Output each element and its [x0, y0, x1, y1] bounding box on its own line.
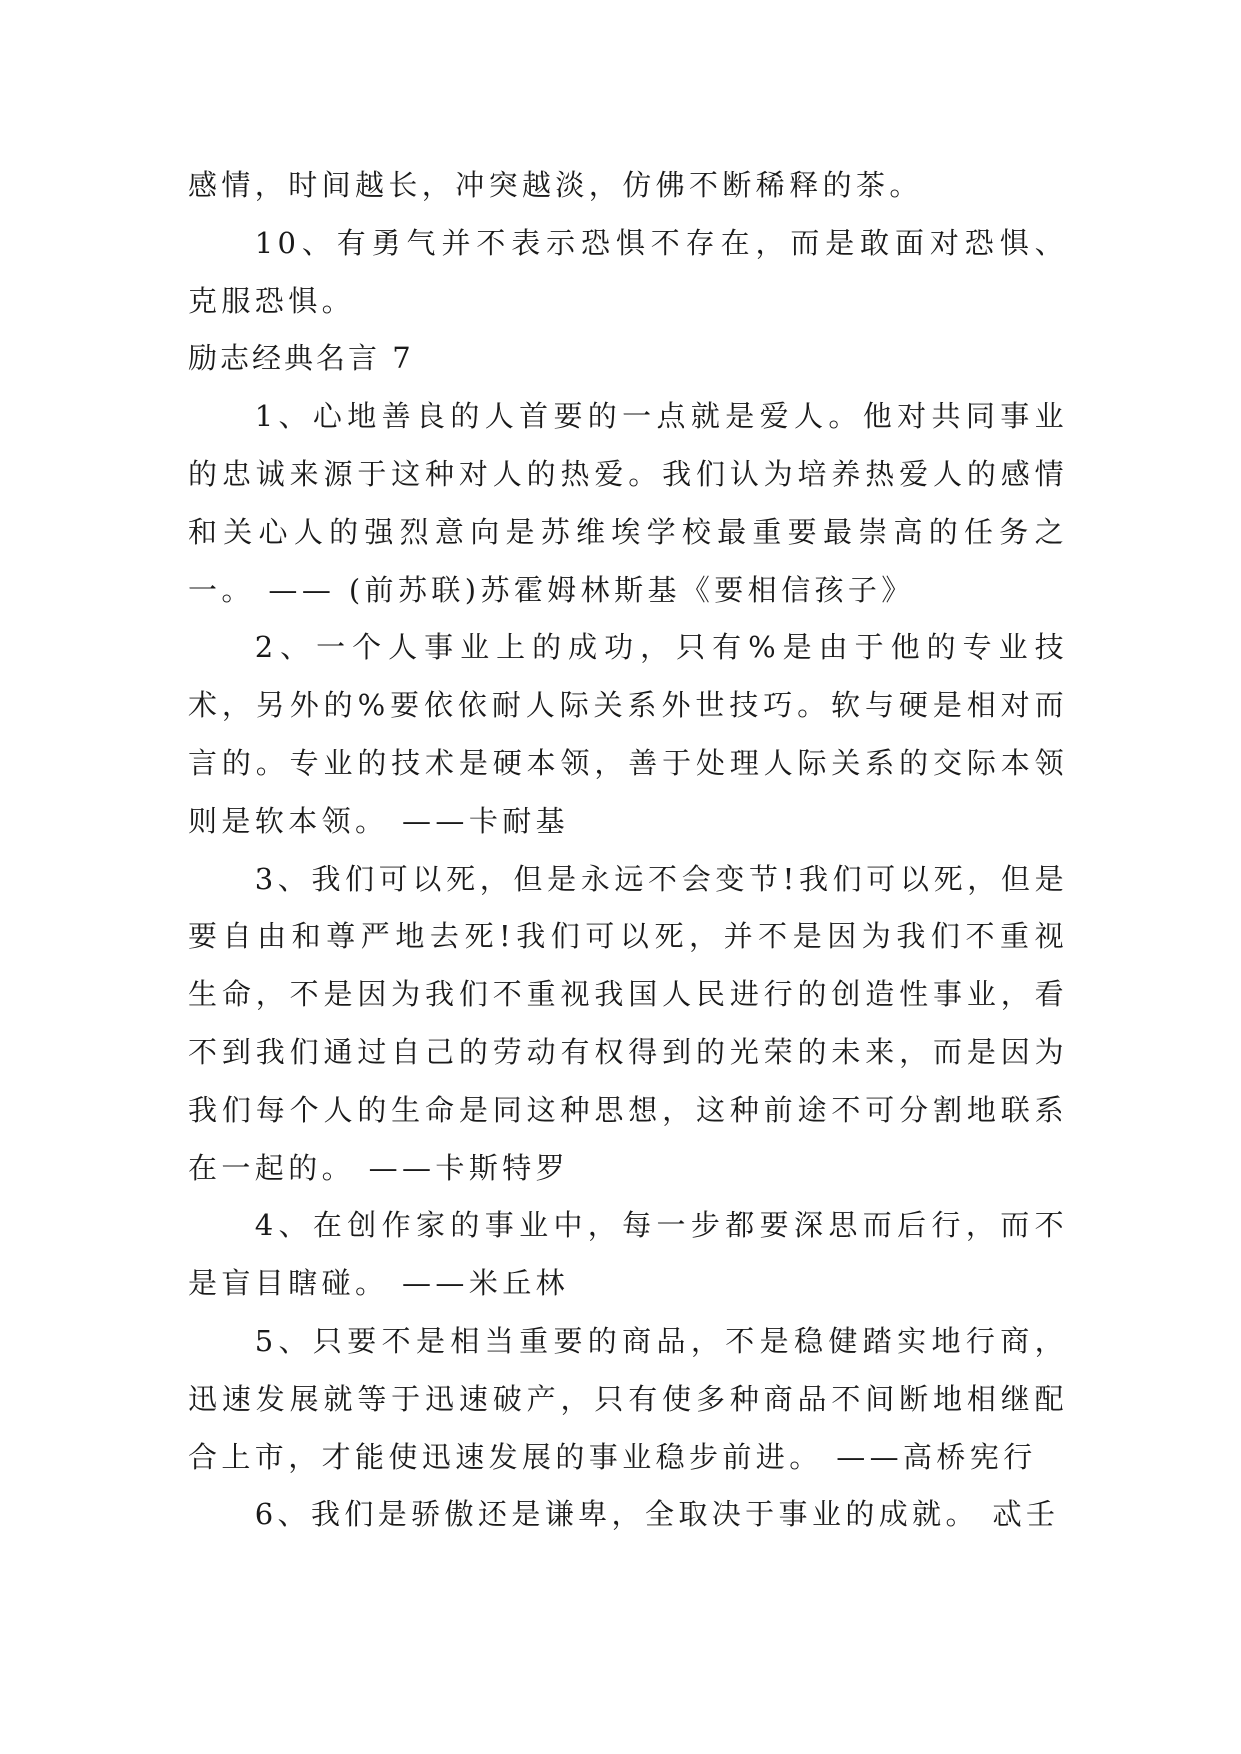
- quote-item-2: 2、一个人事业上的成功，只有%是由于他的专业技术，另外的%要依依耐人际关系外世技巧。软与硬是相对而言的。专业的技术是硬本领，善于处理人际关系的交际本领则是软本领。 ——卡耐基: [188, 630, 1068, 838]
- quote-item-3: 3、我们可以死，但是永远不会变节!我们可以死，但是要自由和尊严地去死!我们可以死，并不是因为我们不重视生命，不是因为我们不重视我国人民进行的创造性事业，看不到我们通过自己的劳动有权得到的光荣的未来，而是因为我们每个人的生命是同这种思想，这种前途不可分割地联系在一起的。 ——卡斯特罗: [188, 861, 1068, 1185]
- quote-item-6: 6、我们是骄傲还是谦卑，全取决于事业的成就。 忒壬: [254, 1497, 1060, 1532]
- paragraph-continuation: 感情，时间越长，冲突越淡，仿佛不断稀释的茶。: [188, 168, 923, 202]
- quote-item-5: 5、只要不是相当重要的商品，不是稳健踏实地行商，迅速发展就等于迅速破产，只有使多种商品不间断地相继配合上市，才能使迅速发展的事业稳步前进。 ——高桥宪行: [188, 1323, 1068, 1474]
- section-heading: 励志经典名言 7: [188, 341, 414, 376]
- quote-item-1: 1、心地善良的人首要的一点就是爱人。他对共同事业的忠诚来源于这种对人的热爱。我们认为培养热爱人的感情和关心人的强烈意向是苏维埃学校最重要最崇高的任务之一。 —— (前苏联)苏霍姆林斯基《要相信孩子》: [188, 399, 1068, 607]
- quote-item-4: 4、在创作家的事业中，每一步都要深思而后行，而不是盲目瞎碰。 ——米丘林: [188, 1208, 1068, 1301]
- quote-item-10: 10、有勇气并不表示恐惧不存在，而是敢面对恐惧、克服恐惧。: [188, 225, 1068, 318]
- document-body: [188, 157, 1068, 1544]
